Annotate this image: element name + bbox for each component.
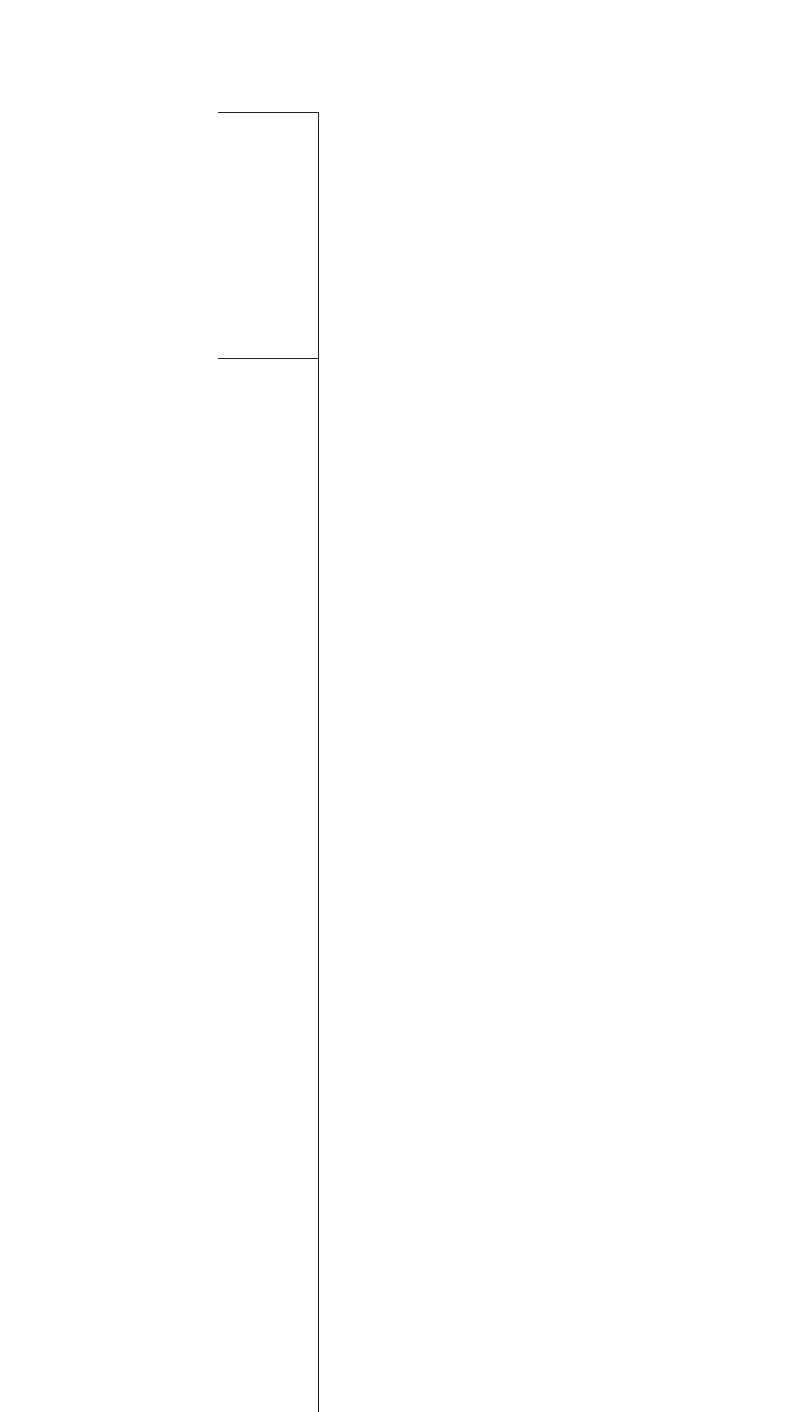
vital-statistics-table <box>218 112 800 1412</box>
population-header <box>218 113 318 359</box>
village-header <box>218 358 318 1412</box>
table-body <box>318 113 800 1412</box>
rotated-table-wrapper <box>218 112 800 1412</box>
